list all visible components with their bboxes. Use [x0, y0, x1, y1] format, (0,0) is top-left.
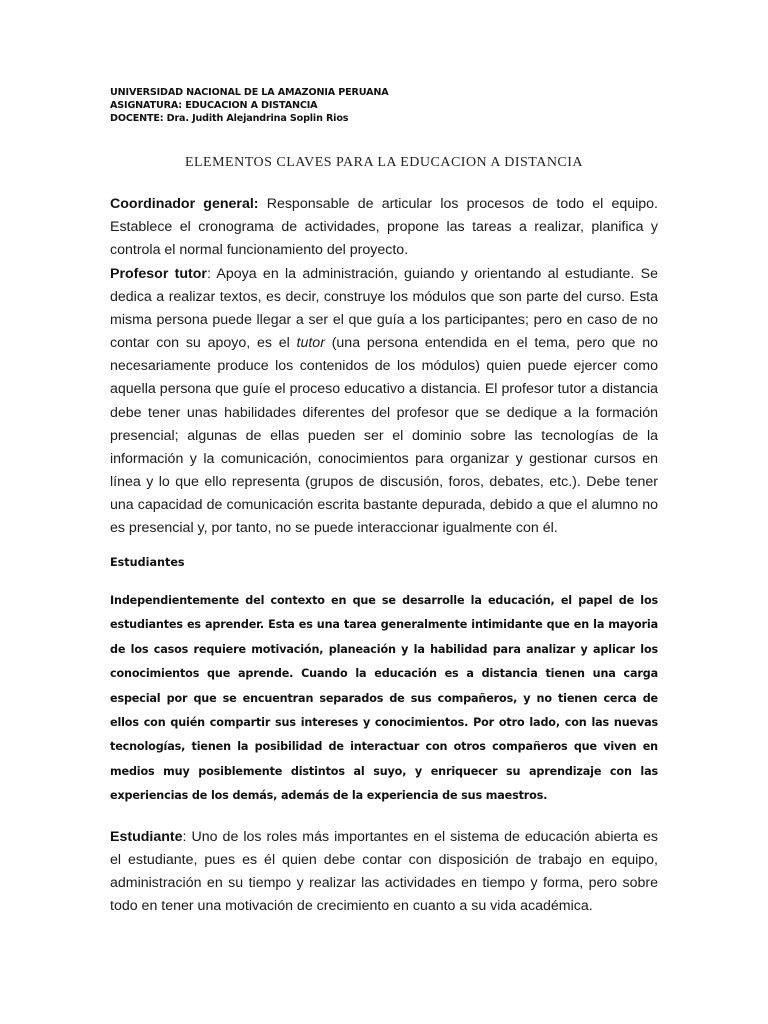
document-header: [110, 86, 389, 125]
term-estudiante: Estudiante: [110, 829, 183, 845]
subject-line: ASIGNATURA: EDUCACION A DISTANCIA: [110, 100, 318, 111]
term-profesor-tutor: Profesor tutor: [110, 266, 207, 282]
text-coordinador: Responsable de articular los procesos de todo el equipo. Establece el cronograma de actividades, propone las tareas a realizar, planifica y controla el normal funcionamiento del proyecto.: [110, 196, 658, 259]
paragraph-estudiantes: Independientemente del contexto en que se desarrolle la educación, el papel de los estudiantes es aprender. Esta es una tarea generalmente intimidante que en la mayoria de los casos requiere motivación, planeación y la habilidad para analizar y aplicar los conocimientos que aprende. Cuando la educación es a distancia tienen una carga especial por que se encuentran separados de sus compañeros, y no tienen cerca de ellos con quién compartir sus intereses y conocimientos. Por otro lado, con las nuevas tecnologías, tienen la posibilidad de interactuar con otros compañeros que viven en medios muy posiblemente distintos al suyo, y enriquecer su aprendizaje con las experiencias de los demás, además de la experiencia de sus maestros.: [110, 594, 658, 803]
paragraph-estudiante: [110, 826, 658, 918]
term-coordinador: Coordinador general:: [110, 196, 259, 212]
teacher-line: DOCENTE: Dra. Judith Alejandrina Soplin Rios: [110, 113, 349, 124]
text-estudiante: : Uno de los roles más importantes en el sistema de educación abierta es el estudiante, pues es él quien debe contar con disposición de trabajo en equipo, administración en su tiempo y realizar las actividades en tiempo y forma, pero sobre todo en tener una motivación de crecimiento en cuanto a su vida académica.: [110, 829, 658, 915]
text-profesor-b: (una persona entendida en el tema, pero que no necesariamente produce los contenidos de los módulos) quien puede ejercer como aquella persona que guíe el proceso educativo a distancia. El profesor tutor a distancia debe tener unas habilidades diferentes del profesor que se dedique a la formación presencial; algunas de ellas pueden ser el dominio sobre las tecnologías de la información y la comunicación, conocimientos para organizar y gestionar cursos en línea y lo que ello representa (grupos de discusión, foros, debates, etc.). Debe tener una capacidad de comunicación escrita bastante depurada, debido a que el alumno no es presencial y, por tanto, no se puede interaccionar igualmente con él.: [110, 335, 658, 537]
tutor-word: tutor: [296, 335, 325, 352]
paragraph-profesor-tutor: [110, 263, 658, 540]
document-title: ELEMENTOS CLAVES PARA LA EDUCACION A DISTANCIA: [184, 155, 584, 170]
section-heading-estudiantes: Estudiantes: [110, 556, 185, 569]
text-profesor-a: : Apoya en la administración, guiando y orientando al estudiante. Se dedica a realizar textos, es decir, construye los módulos que son parte del curso. Esta misma persona puede llegar a ser el que guía a los participantes; pero en caso de no contar con su apoyo, es el: [110, 266, 658, 352]
university-name: UNIVERSIDAD NACIONAL DE LA AMAZONIA PERUANA: [110, 87, 389, 98]
paragraph-coordinador: [110, 193, 658, 262]
